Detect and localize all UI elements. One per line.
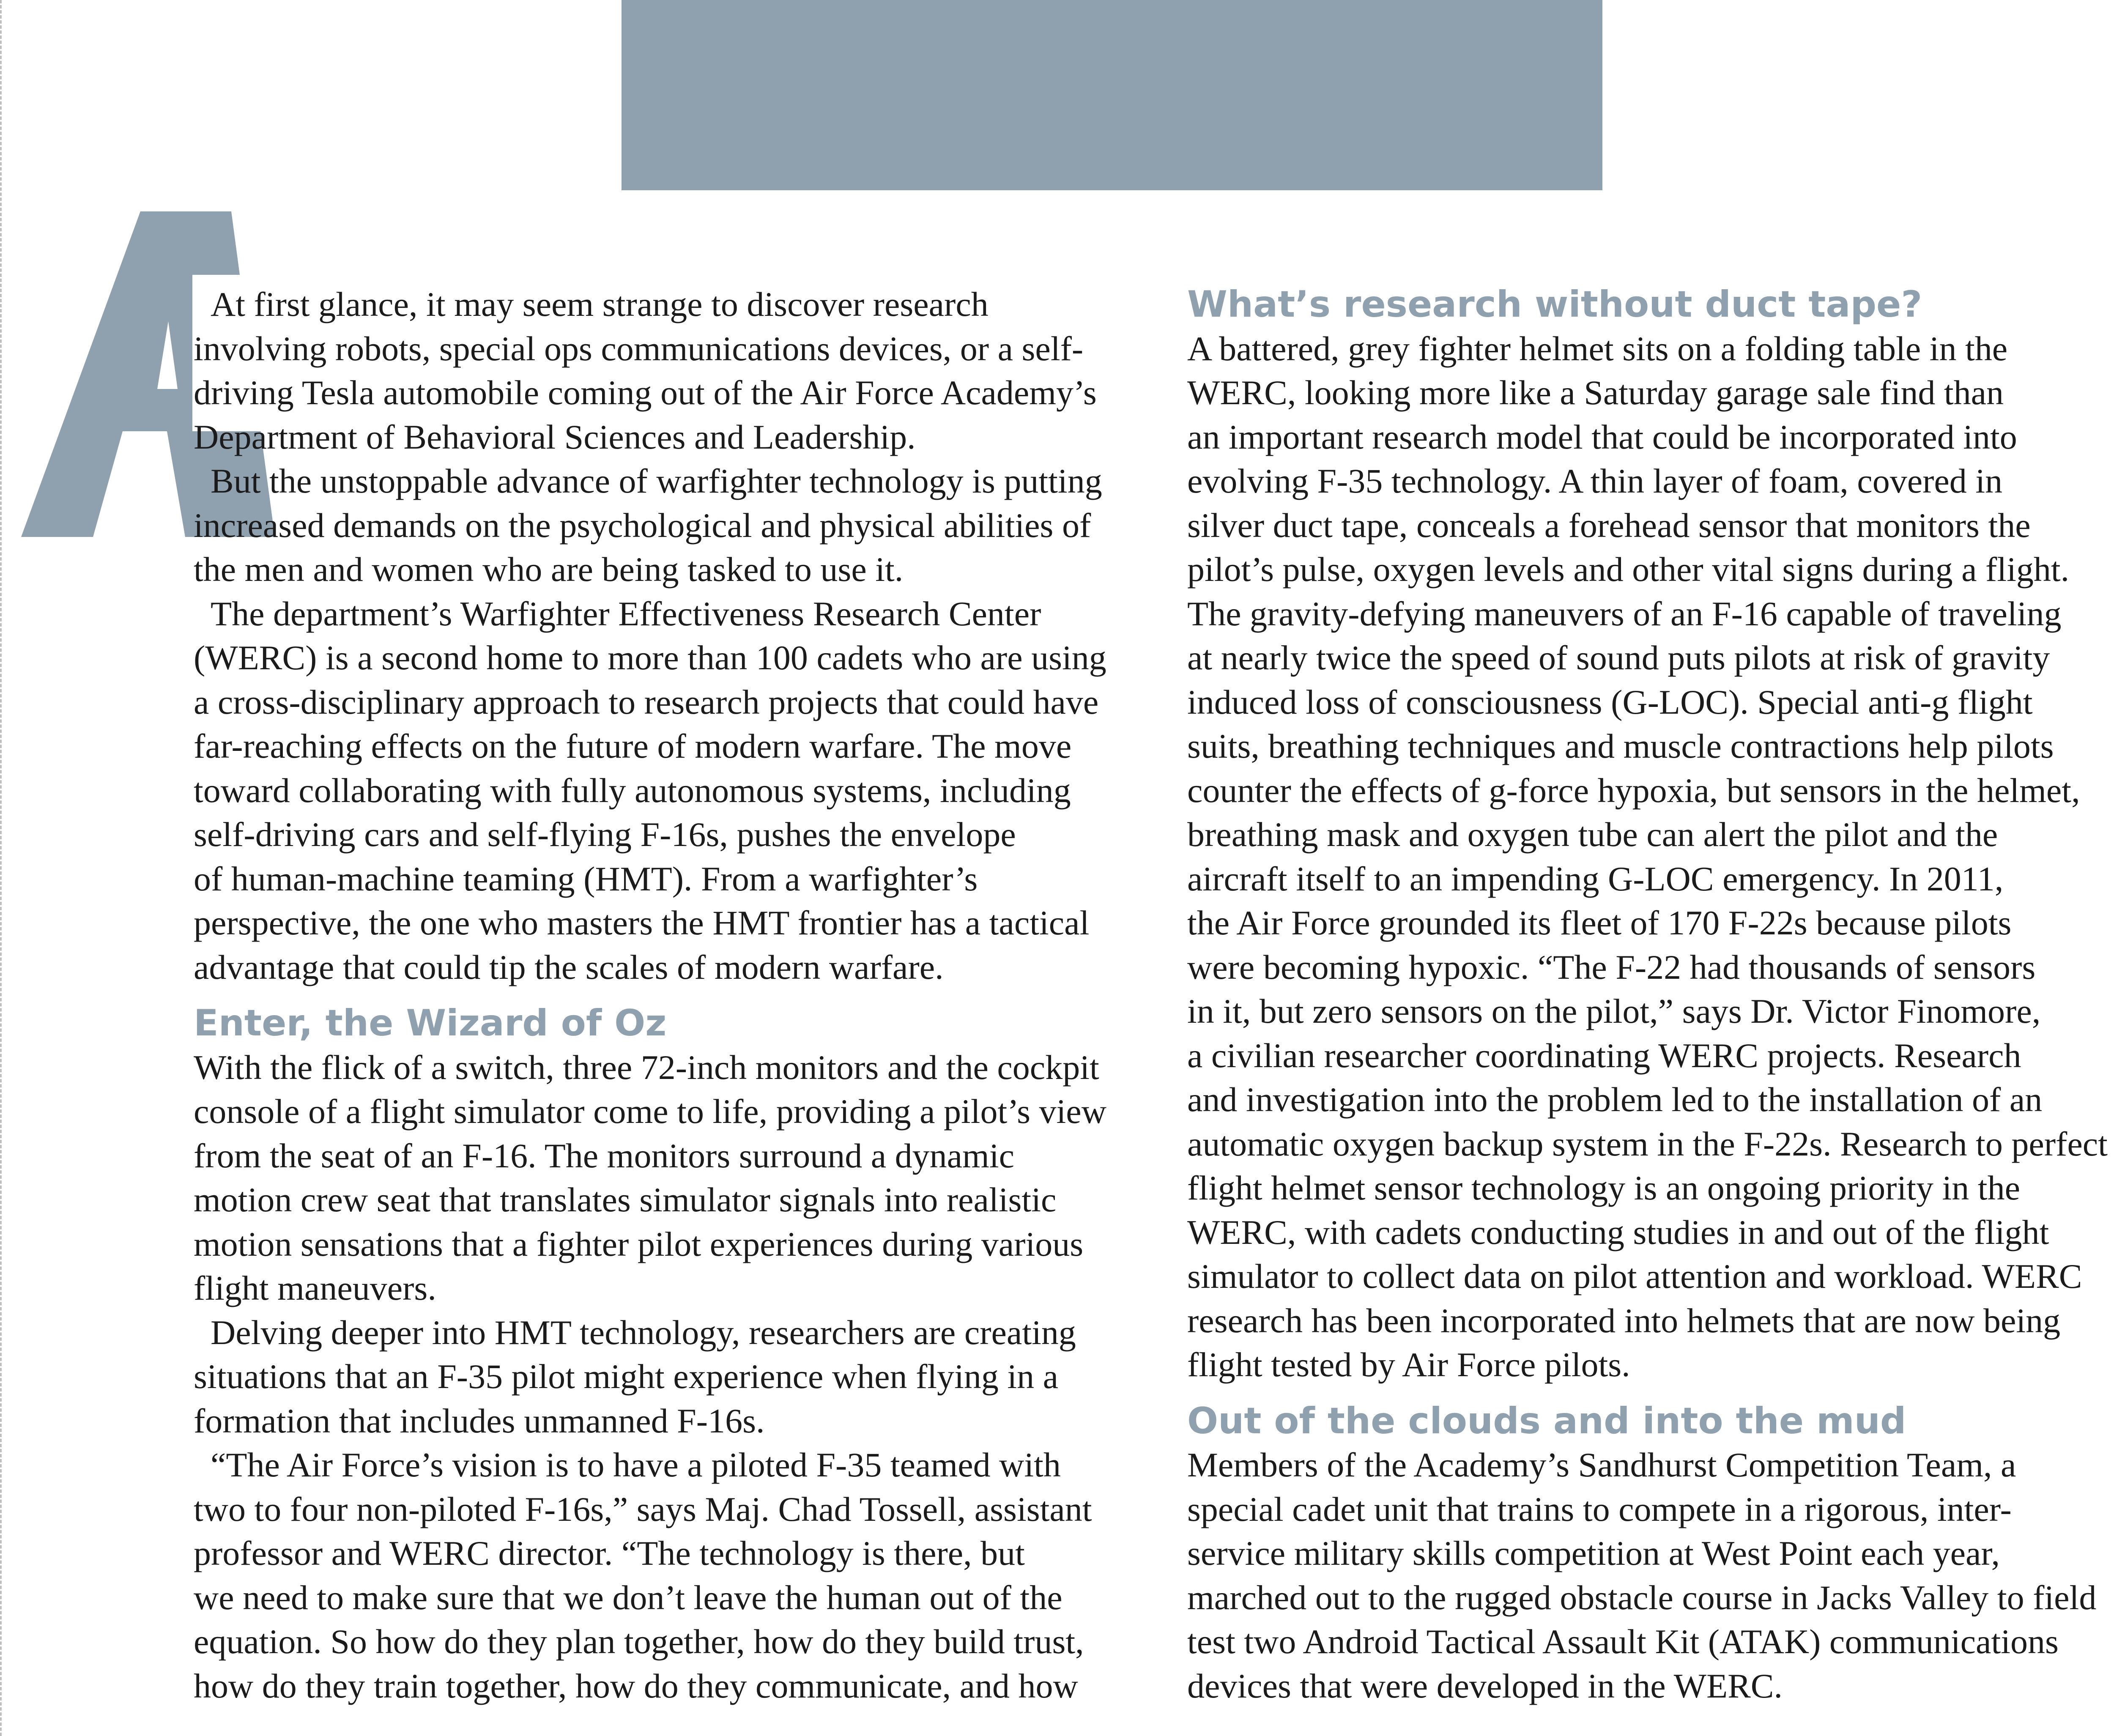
body-line: Members of the Academy’s Sandhurst Competition Team, a [1187, 1446, 2016, 1484]
header-color-band [622, 0, 1602, 190]
body-line: two to four non-piloted F-16s,” says Maj. Chad Tossell, assistant [194, 1490, 1092, 1528]
body-line: suits, breathing techniques and muscle contractions help pilots [1187, 727, 2054, 765]
section-heading-wizard-of-oz: Enter, the Wizard of Oz [194, 1002, 667, 1044]
left-column [194, 282, 1175, 1708]
body-line: console of a flight simulator come to life, providing a pilot’s view [194, 1092, 1106, 1131]
body-line: WERC, looking more like a Saturday garage sale find than [1187, 373, 2004, 412]
body-line: motion crew seat that translates simulator signals into realistic [194, 1180, 1057, 1219]
body-line: at nearly twice the speed of sound puts pilots at risk of gravity [1187, 638, 2050, 677]
body-line: we need to make sure that we don’t leave the human out of the [194, 1578, 1062, 1617]
body-line: equation. So how do they plan together, how do they build trust, [194, 1622, 1084, 1661]
body-line: “The Air Force’s vision is to have a piloted F-35 teamed with [211, 1446, 1061, 1484]
body-line: But the unstoppable advance of warfighter technology is putting [211, 462, 1102, 500]
body-line: situations that an F-35 pilot might experience when flying in a [194, 1357, 1059, 1396]
body-line: At first glance, it may seem strange to discover research [211, 285, 989, 323]
body-line: WERC, with cadets conducting studies in and out of the flight [1187, 1213, 2049, 1251]
body-line: an important research model that could be incorporated into [1187, 417, 2017, 456]
body-line: of human-machine teaming (HMT). From a warfighter’s [194, 859, 978, 898]
body-line: simulator to collect data on pilot attention and workload. WERC [1187, 1257, 2082, 1295]
body-line: a cross-disciplinary approach to research projects that could have [194, 682, 1099, 721]
body-line: service military skills competition at West Point each year, [1187, 1534, 2000, 1572]
body-line: The gravity-defying maneuvers of an F-16 capable of traveling [1187, 594, 2062, 633]
body-line: A battered, grey fighter helmet sits on a folding table in the [1187, 329, 2008, 368]
body-line: the men and women who are being tasked to use it. [194, 550, 904, 589]
body-line: breathing mask and oxygen tube can alert the pilot and the [1187, 815, 1998, 854]
body-line: far-reaching effects on the future of modern warfare. The move [194, 727, 1072, 765]
body-line: With the flick of a switch, three 72-inch monitors and the cockpit [194, 1048, 1099, 1087]
body-line: (WERC) is a second home to more than 100 cadets who are using [194, 638, 1106, 677]
body-line: toward collaborating with fully autonomous systems, including [194, 771, 1071, 810]
body-line: increased demands on the psychological and physical abilities of [194, 506, 1091, 545]
body-line: in it, but zero sensors on the pilot,” says Dr. Victor Finomore, [1187, 992, 2041, 1030]
body-line: Department of Behavioral Sciences and Leadership. [194, 417, 916, 456]
body-line: flight helmet sensor technology is an ongoing priority in the [1187, 1169, 2020, 1207]
body-line: silver duct tape, conceals a forehead sensor that monitors the [1187, 506, 2031, 545]
body-line: marched out to the rugged obstacle course in Jacks Valley to field [1187, 1578, 2097, 1617]
body-line: perspective, the one who masters the HMT frontier has a tactical [194, 904, 1090, 942]
body-line: formation that includes unmanned F-16s. [194, 1401, 765, 1440]
body-line: and investigation into the problem led to the installation of an [1187, 1080, 2043, 1119]
body-line: Delving deeper into HMT technology, researchers are creating [211, 1313, 1076, 1352]
body-line: were becoming hypoxic. “The F-22 had thousands of sensors [1187, 947, 2036, 986]
body-line: flight tested by Air Force pilots. [1187, 1345, 1630, 1384]
body-line: motion sensations that a fighter pilot experiences during various [194, 1224, 1084, 1263]
body-line: driving Tesla automobile coming out of the Air Force Academy’s [194, 373, 1097, 412]
page-edge-rule [0, 0, 2, 1736]
body-line: pilot’s pulse, oxygen levels and other vital signs during a flight. [1187, 550, 2070, 589]
body-line: counter the effects of g-force hypoxia, but sensors in the helmet, [1187, 771, 2080, 810]
body-line: The department’s Warfighter Effectiveness Research Center [211, 594, 1041, 633]
body-line: how do they train together, how do they communicate, and how [194, 1666, 1078, 1705]
section-heading-clouds-mud: Out of the clouds and into the mud [1187, 1399, 1906, 1442]
body-line: flight maneuvers. [194, 1269, 436, 1307]
body-line: special cadet unit that trains to compete in a rigorous, inter- [1187, 1490, 2012, 1528]
body-line: the Air Force grounded its fleet of 170 F-22s because pilots [1187, 904, 2012, 942]
body-line: advantage that could tip the scales of modern warfare. [194, 947, 944, 986]
body-line: induced loss of consciousness (G-LOC). Special anti-g flight [1187, 682, 2033, 721]
body-line: automatic oxygen backup system in the F-22s. Research to perfect [1187, 1124, 2108, 1163]
right-column [1187, 282, 2114, 1708]
body-line: evolving F-35 technology. A thin layer of foam, covered in [1187, 462, 2003, 500]
body-line: a civilian researcher coordinating WERC projects. Research [1187, 1036, 2021, 1075]
body-line: professor and WERC director. “The technology is there, but [194, 1534, 1025, 1572]
body-line: self-driving cars and self-flying F-16s, pushes the envelope [194, 815, 1016, 854]
body-line: test two Android Tactical Assault Kit (ATAK) communications [1187, 1622, 2059, 1661]
body-line: involving robots, special ops communications devices, or a self- [194, 329, 1084, 368]
body-line: research has been incorporated into helmets that are now being [1187, 1301, 2061, 1340]
body-line: from the seat of an F-16. The monitors surround a dynamic [194, 1136, 1015, 1175]
body-line: aircraft itself to an impending G-LOC emergency. In 2011, [1187, 859, 2004, 898]
section-heading-duct-tape: What’s research without duct tape? [1187, 283, 1922, 326]
body-line: devices that were developed in the WERC. [1187, 1666, 1783, 1705]
